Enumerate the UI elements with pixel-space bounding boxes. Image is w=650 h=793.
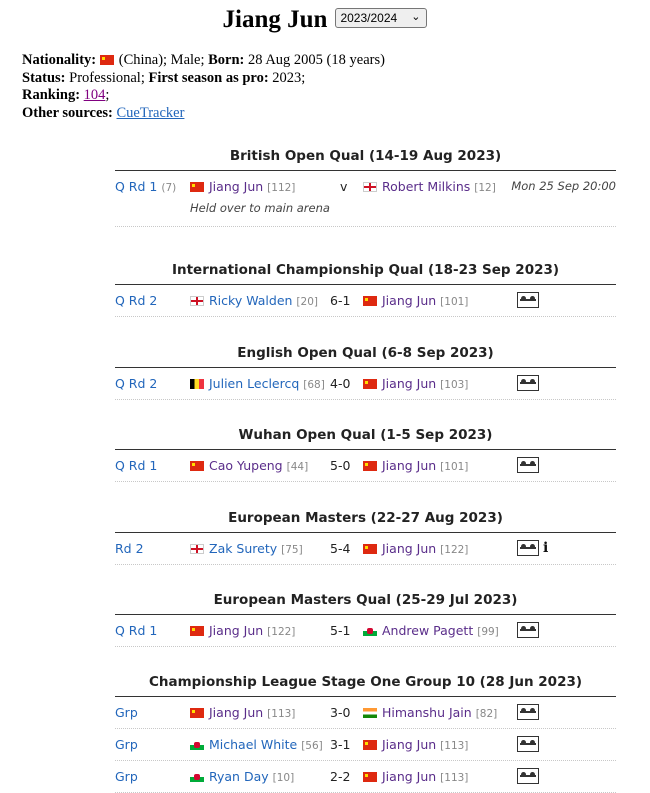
cuetracker-link[interactable]: CueTracker (116, 104, 185, 121)
match-icons (517, 621, 539, 638)
england-flag-icon (190, 296, 204, 306)
player2-name[interactable]: Andrew Pagett (382, 623, 474, 638)
player2-rank: [113] (440, 772, 469, 784)
england-flag-icon (190, 544, 204, 554)
round-link[interactable]: Q Rd 1 (115, 458, 158, 473)
ranking-suffix: ; (105, 87, 110, 103)
player1[interactable] (190, 458, 308, 473)
player1-name[interactable]: Ricky Walden (209, 293, 293, 308)
round-link[interactable]: Grp (115, 769, 138, 784)
match-score: 5-0 (330, 458, 351, 473)
china-flag-icon (363, 772, 377, 782)
player2-name[interactable]: Himanshu Jain (382, 705, 472, 720)
nationality-value: (China); Male; (118, 52, 205, 68)
round-link[interactable]: Q Rd 2 (115, 376, 158, 391)
player2[interactable] (363, 376, 468, 391)
player2[interactable] (363, 179, 496, 194)
player1-rank: [68] (303, 379, 325, 391)
china-flag-icon (190, 708, 204, 718)
player2-rank: [99] (477, 626, 499, 638)
match-row (115, 368, 616, 400)
player1-name[interactable]: Cao Yupeng (209, 458, 283, 473)
match-row (115, 615, 616, 647)
player1[interactable] (190, 376, 325, 391)
player1-rank: [112] (267, 182, 296, 194)
player2-name[interactable]: Robert Milkins (382, 179, 471, 194)
head-to-head-icon[interactable] (517, 736, 539, 752)
player1[interactable] (190, 541, 303, 556)
event-section (115, 345, 616, 400)
player2-rank: [82] (475, 708, 498, 720)
match-row (115, 729, 616, 761)
head-to-head-icon[interactable] (517, 622, 539, 638)
belgium-flag-icon (190, 379, 204, 389)
season-select-value: 2023/2024 (340, 11, 398, 25)
match-row (115, 171, 616, 227)
china-flag-icon (363, 544, 377, 554)
match-icons (517, 767, 539, 784)
player2-rank: [101] (440, 296, 469, 308)
player1-rank: [113] (267, 708, 296, 720)
player2-name[interactable]: Jiang Jun (382, 737, 437, 752)
event-section (115, 148, 616, 227)
match-row (115, 450, 616, 482)
season-select[interactable] (335, 8, 427, 28)
match-icons (517, 291, 539, 308)
match-icons (517, 374, 539, 391)
match-score: 4-0 (330, 376, 351, 391)
event-section (115, 674, 616, 793)
player2-rank: [101] (440, 461, 469, 473)
info-icon[interactable]: i (543, 539, 549, 556)
chevron-down-icon: ⌄ (411, 11, 421, 23)
page-title: Jiang Jun (222, 6, 328, 33)
player2-name[interactable]: Jiang Jun (382, 293, 437, 308)
event-title: English Open Qual (6-8 Sep 2023) (115, 345, 616, 368)
player-info (22, 52, 385, 122)
player2[interactable] (363, 293, 468, 308)
first-season-label: First season as pro: (148, 69, 269, 86)
event-section (115, 262, 616, 317)
player1-rank: [44] (286, 461, 309, 473)
player2[interactable] (363, 705, 497, 720)
player2[interactable] (363, 541, 468, 556)
head-to-head-icon[interactable] (517, 375, 539, 391)
match-score: 2-2 (330, 769, 351, 784)
event-section (115, 510, 616, 565)
head-to-head-icon[interactable] (517, 292, 539, 308)
match-score: 3-1 (330, 737, 351, 752)
player1-rank: [122] (267, 626, 296, 638)
head-to-head-icon[interactable] (517, 768, 539, 784)
event-title: European Masters Qual (25-29 Jul 2023) (115, 592, 616, 615)
match-date: Mon 25 Sep 20:00 (511, 179, 616, 193)
match-note: Held over to main arena (190, 201, 330, 215)
player2-rank: [122] (440, 544, 469, 556)
wales-flag-icon (363, 626, 377, 636)
match-row (115, 761, 616, 793)
status-line (22, 70, 385, 88)
seed: (7) (161, 182, 177, 194)
player1-name[interactable]: Jiang Jun (209, 623, 264, 638)
event-section (115, 427, 616, 482)
china-flag-icon (100, 55, 114, 65)
match-row (115, 285, 616, 317)
china-flag-icon (363, 740, 377, 750)
player1[interactable] (190, 293, 318, 308)
match-icons (517, 539, 548, 556)
round-link[interactable]: Grp (115, 737, 138, 752)
china-flag-icon (363, 461, 377, 471)
player1[interactable] (190, 737, 323, 752)
player2-name[interactable]: Jiang Jun (382, 541, 437, 556)
player1-rank: [56] (301, 740, 323, 752)
other-sources-label: Other sources: (22, 104, 113, 121)
match-icons (517, 735, 539, 752)
player2-name[interactable]: Jiang Jun (382, 376, 437, 391)
player1-name[interactable]: Jiang Jun (209, 705, 264, 720)
player1[interactable] (190, 705, 295, 720)
head-to-head-icon[interactable] (517, 704, 539, 720)
head-to-head-icon[interactable] (517, 540, 539, 556)
nationality-label: Nationality: (22, 52, 97, 68)
player1-name[interactable]: Zak Surety (209, 541, 278, 556)
ranking-label: Ranking: (22, 87, 81, 103)
player2-rank: [12] (474, 182, 496, 194)
born-value: 28 Aug 2005 (18 years) (248, 52, 385, 68)
player1-name[interactable]: Julien Leclercq (209, 376, 300, 391)
ranking-line (22, 87, 385, 105)
match-score: 3-0 (330, 705, 351, 720)
player1-name[interactable]: Michael White (209, 737, 298, 752)
ranking-link[interactable]: 104 (83, 87, 106, 103)
event-title: British Open Qual (14-19 Aug 2023) (115, 148, 616, 171)
china-flag-icon (190, 461, 204, 471)
event-section (115, 592, 616, 647)
player2[interactable] (363, 623, 499, 638)
player1[interactable] (190, 623, 295, 638)
match-row (115, 697, 616, 729)
round-link[interactable]: Q Rd 1 (115, 623, 158, 638)
player1-name[interactable]: Jiang Jun (209, 179, 264, 194)
event-title: Wuhan Open Qual (1-5 Sep 2023) (115, 427, 616, 450)
china-flag-icon (363, 296, 377, 306)
born-label: Born: (208, 52, 245, 68)
player2-rank: [103] (440, 379, 469, 391)
player2-name[interactable]: Jiang Jun (382, 458, 437, 473)
wales-flag-icon (190, 740, 204, 750)
player2[interactable] (363, 737, 468, 752)
page-header (0, 6, 650, 34)
round-link[interactable]: Grp (115, 705, 138, 720)
round-link[interactable]: Q Rd 2 (115, 293, 158, 308)
china-flag-icon (363, 379, 377, 389)
status-label: Status: (22, 69, 66, 86)
player2[interactable] (363, 458, 468, 473)
player2-rank: [113] (440, 740, 469, 752)
player2-name[interactable]: Jiang Jun (382, 769, 437, 784)
first-season-value: 2023; (272, 69, 306, 86)
round-link[interactable]: Rd 2 (115, 541, 144, 556)
round-link[interactable]: Q Rd 1 (7) (115, 179, 177, 194)
nationality-line (22, 52, 385, 70)
china-flag-icon (190, 626, 204, 636)
player1[interactable] (190, 769, 294, 784)
india-flag-icon (363, 708, 377, 718)
player1-name[interactable]: Ryan Day (209, 769, 269, 784)
versus: v (340, 179, 348, 194)
match-icons (517, 456, 539, 473)
match-score: 5-1 (330, 623, 351, 638)
event-title: Championship League Stage One Group 10 (28 Jun 2023) (115, 674, 616, 697)
player2[interactable] (363, 769, 468, 784)
match-score: 6-1 (330, 293, 351, 308)
england-flag-icon (363, 182, 377, 192)
player1-rank: [75] (281, 544, 303, 556)
player1-rank: [20] (296, 296, 318, 308)
status-value: Professional; (69, 69, 145, 86)
china-flag-icon (190, 182, 204, 192)
wales-flag-icon (190, 772, 204, 782)
event-title: International Championship Qual (18-23 Sep 2023) (115, 262, 616, 285)
player1[interactable] (190, 179, 295, 194)
player1-rank: [10] (272, 772, 295, 784)
head-to-head-icon[interactable] (517, 457, 539, 473)
match-row (115, 533, 616, 565)
other-sources-line (22, 105, 385, 123)
event-title: European Masters (22-27 Aug 2023) (115, 510, 616, 533)
match-score: 5-4 (330, 541, 351, 556)
match-icons (517, 703, 539, 720)
